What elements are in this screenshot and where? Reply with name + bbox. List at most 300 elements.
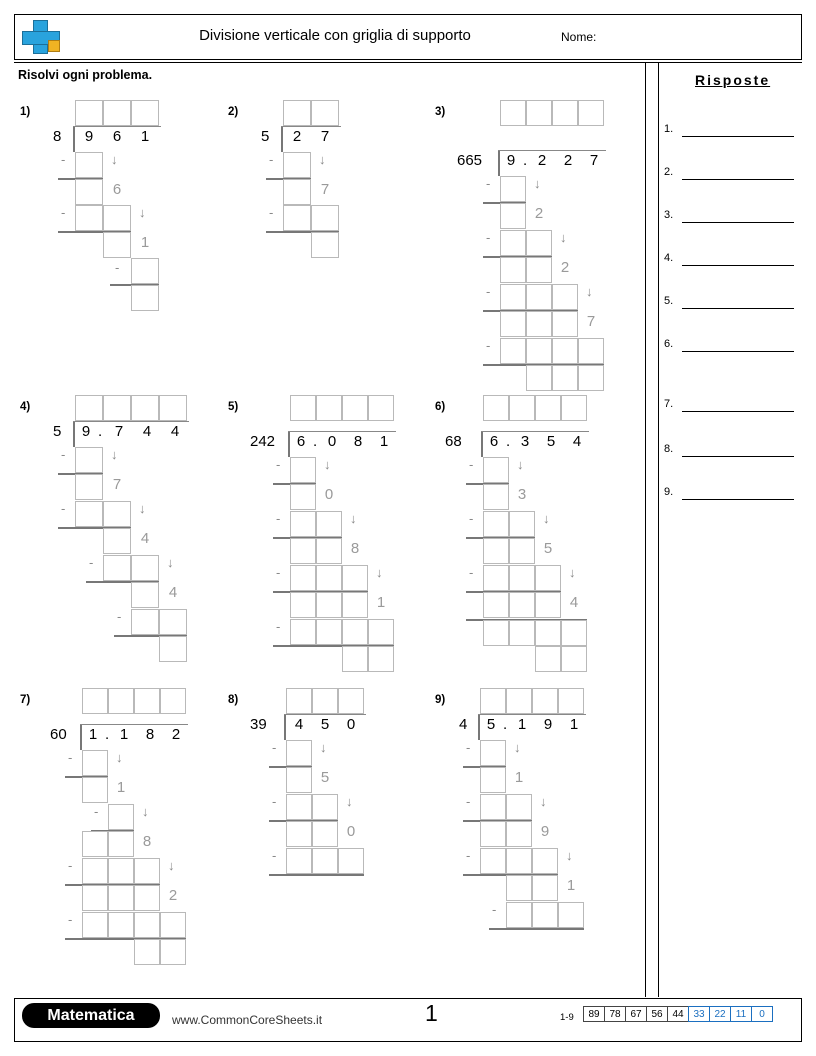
answer-column-divider-left xyxy=(645,62,646,997)
answer-row[interactable] xyxy=(664,292,794,312)
quotient-box[interactable] xyxy=(283,100,311,126)
hint-digit: 7 xyxy=(112,476,122,493)
bring-down-arrow-icon: ↓ xyxy=(139,501,146,516)
minus-sign: - xyxy=(269,152,274,167)
minus-sign: - xyxy=(272,740,277,755)
remainder-box[interactable] xyxy=(552,365,578,391)
minus-sign: - xyxy=(466,848,471,863)
instruction-text: Risolvi ogni problema. xyxy=(18,68,153,82)
work-box[interactable] xyxy=(82,912,108,938)
quotient-box[interactable] xyxy=(311,100,339,126)
work-box[interactable] xyxy=(160,912,186,938)
work-box[interactable] xyxy=(483,511,509,537)
work-box[interactable] xyxy=(483,538,509,564)
bring-down-arrow-icon: ↓ xyxy=(586,284,593,299)
work-box[interactable] xyxy=(103,232,131,258)
bring-down-arrow-icon: ↓ xyxy=(116,750,123,765)
answer-number: 6. xyxy=(664,338,674,350)
bring-down-arrow-icon: ↓ xyxy=(376,565,383,580)
remainder-box[interactable] xyxy=(526,365,552,391)
quotient-box[interactable] xyxy=(108,688,134,714)
remainder-box[interactable] xyxy=(578,365,604,391)
work-box[interactable] xyxy=(290,565,316,591)
work-box[interactable] xyxy=(526,311,552,337)
dividend-digit: 2 xyxy=(292,128,302,145)
work-box[interactable] xyxy=(75,474,103,500)
work-box[interactable] xyxy=(535,620,561,646)
answer-row[interactable] xyxy=(664,120,794,140)
work-box[interactable] xyxy=(500,230,526,256)
work-box[interactable] xyxy=(483,484,509,510)
work-box[interactable] xyxy=(134,858,160,884)
problem-number: 8) xyxy=(228,694,239,706)
minus-sign: - xyxy=(272,794,277,809)
work-box[interactable] xyxy=(286,848,312,874)
work-box[interactable] xyxy=(480,767,506,793)
minus-sign: - xyxy=(61,152,66,167)
score-cell: 33 xyxy=(688,1006,710,1022)
work-box[interactable] xyxy=(108,912,134,938)
divisor: 665 xyxy=(457,152,483,169)
dividend-digit: 1 xyxy=(569,716,579,733)
answer-blank[interactable] xyxy=(682,456,794,457)
problem-8 xyxy=(228,688,428,918)
remainder-box[interactable] xyxy=(342,646,368,672)
bring-down-arrow-icon: ↓ xyxy=(346,794,353,809)
quotient-box[interactable] xyxy=(526,100,552,126)
minus-sign: - xyxy=(89,555,94,570)
work-box[interactable] xyxy=(506,875,532,901)
decimal-point: . xyxy=(313,433,318,450)
work-box[interactable] xyxy=(552,311,578,337)
work-box[interactable] xyxy=(159,609,187,635)
problem-number: 3) xyxy=(435,106,446,118)
quotient-box[interactable] xyxy=(578,100,604,126)
answer-row[interactable] xyxy=(664,395,794,415)
logo xyxy=(15,15,67,59)
bring-down-arrow-icon: ↓ xyxy=(111,447,118,462)
problem-number: 9) xyxy=(435,694,446,706)
work-box[interactable] xyxy=(103,501,131,527)
work-box[interactable] xyxy=(286,740,312,766)
remainder-box[interactable] xyxy=(311,232,339,258)
work-box[interactable] xyxy=(75,501,103,527)
remainder-box[interactable] xyxy=(159,636,187,662)
dividend-digit: 4 xyxy=(294,716,304,733)
bring-down-arrow-icon: ↓ xyxy=(319,152,326,167)
answer-blank[interactable] xyxy=(682,351,794,352)
dividend-digit: 5 xyxy=(546,433,556,450)
quotient-box[interactable] xyxy=(535,395,561,421)
work-box[interactable] xyxy=(82,831,108,857)
score-cell: 44 xyxy=(667,1006,689,1022)
work-box[interactable] xyxy=(316,565,342,591)
quotient-box[interactable] xyxy=(286,688,312,714)
work-box[interactable] xyxy=(500,257,526,283)
bring-down-arrow-icon: ↓ xyxy=(534,176,541,191)
work-box[interactable] xyxy=(509,538,535,564)
work-box[interactable] xyxy=(532,902,558,928)
quotient-box[interactable] xyxy=(561,395,587,421)
hint-digit: 8 xyxy=(142,833,152,850)
work-box[interactable] xyxy=(283,152,311,178)
work-box[interactable] xyxy=(368,619,394,645)
work-box[interactable] xyxy=(75,152,103,178)
work-box[interactable] xyxy=(483,457,509,483)
quotient-box[interactable] xyxy=(103,395,131,421)
work-box[interactable] xyxy=(342,619,368,645)
minus-sign: - xyxy=(117,609,122,624)
minus-sign: - xyxy=(61,501,66,516)
quotient-box[interactable] xyxy=(483,395,509,421)
work-box[interactable] xyxy=(552,284,578,310)
score-range-label: 1-9 xyxy=(560,1012,574,1023)
dividend-digit: 7 xyxy=(320,128,330,145)
dividend-digit: 9 xyxy=(81,423,91,440)
minus-sign: - xyxy=(94,804,99,819)
work-box[interactable] xyxy=(316,511,342,537)
answer-number: 7. xyxy=(664,398,674,410)
bring-down-arrow-icon: ↓ xyxy=(560,230,567,245)
hint-digit: 5 xyxy=(543,540,553,557)
subject-badge: Matematica xyxy=(22,1003,160,1028)
dividend-digit: 4 xyxy=(170,423,180,440)
work-box[interactable] xyxy=(312,848,338,874)
bring-down-arrow-icon: ↓ xyxy=(111,152,118,167)
work-box[interactable] xyxy=(338,848,364,874)
decimal-point: . xyxy=(523,152,528,169)
bring-down-arrow-icon: ↓ xyxy=(168,858,175,873)
name-field-label: Nome: xyxy=(561,30,597,44)
work-box[interactable] xyxy=(131,555,159,581)
work-box[interactable] xyxy=(134,912,160,938)
work-box[interactable] xyxy=(535,592,561,618)
divisor: 5 xyxy=(53,423,62,440)
dividend-digit: 6 xyxy=(489,433,499,450)
work-box[interactable] xyxy=(108,885,134,911)
quotient-box[interactable] xyxy=(134,688,160,714)
work-box[interactable] xyxy=(342,565,368,591)
hint-digit: 3 xyxy=(517,486,527,503)
divisor: 60 xyxy=(50,726,67,743)
quotient-box[interactable] xyxy=(103,100,131,126)
dividend-digit: 6 xyxy=(296,433,306,450)
score-cell: 11 xyxy=(730,1006,752,1022)
division-bar xyxy=(73,126,161,127)
answer-blank[interactable] xyxy=(682,411,794,412)
hint-digit: 1 xyxy=(566,877,576,894)
minus-sign: - xyxy=(68,858,73,873)
problem-number: 4) xyxy=(20,401,31,413)
dividend-digit: 3 xyxy=(520,433,530,450)
quotient-box[interactable] xyxy=(338,688,364,714)
work-box[interactable] xyxy=(342,592,368,618)
work-box[interactable] xyxy=(316,592,342,618)
work-box[interactable] xyxy=(108,858,134,884)
work-box[interactable] xyxy=(480,821,506,847)
dividend-digit: 0 xyxy=(327,433,337,450)
dividend-digit: 8 xyxy=(145,726,155,743)
problem-9 xyxy=(435,688,635,968)
work-box[interactable] xyxy=(526,230,552,256)
answer-blank[interactable] xyxy=(682,499,794,500)
work-box[interactable] xyxy=(509,511,535,537)
division-bar xyxy=(73,421,189,422)
work-box[interactable] xyxy=(290,511,316,537)
problem-number: 5) xyxy=(228,401,239,413)
dividend-digit: 7 xyxy=(114,423,124,440)
work-box[interactable] xyxy=(483,592,509,618)
work-box[interactable] xyxy=(552,338,578,364)
answer-blank[interactable] xyxy=(682,136,794,137)
dividend-digit: 4 xyxy=(572,433,582,450)
quotient-box[interactable] xyxy=(131,100,159,126)
dividend-digit: 5 xyxy=(320,716,330,733)
answers-heading: Risposte xyxy=(695,72,771,88)
work-box[interactable] xyxy=(108,804,134,830)
division-bar xyxy=(284,714,366,715)
dividend-digit: 1 xyxy=(517,716,527,733)
dividend-digit: 8 xyxy=(353,433,363,450)
minus-sign: - xyxy=(469,511,474,526)
quotient-box[interactable] xyxy=(552,100,578,126)
work-box[interactable] xyxy=(480,740,506,766)
answer-blank[interactable] xyxy=(682,308,794,309)
site-url: www.CommonCoreSheets.it xyxy=(172,1013,323,1027)
work-box[interactable] xyxy=(103,528,131,554)
work-box[interactable] xyxy=(82,885,108,911)
work-box[interactable] xyxy=(500,203,526,229)
division-bar xyxy=(478,714,586,715)
hint-digit: 1 xyxy=(116,779,126,796)
bring-down-arrow-icon: ↓ xyxy=(350,511,357,526)
minus-sign: - xyxy=(68,750,73,765)
remainder-box[interactable] xyxy=(160,939,186,965)
answer-row[interactable] xyxy=(664,440,794,460)
hint-digit: 4 xyxy=(569,594,579,611)
score-scale xyxy=(584,1006,773,1022)
remainder-box[interactable] xyxy=(131,285,159,311)
hint-digit: 4 xyxy=(168,584,178,601)
quotient-box[interactable] xyxy=(75,395,103,421)
dividend-digit: 2 xyxy=(563,152,573,169)
remainder-box[interactable] xyxy=(535,646,561,672)
quotient-box[interactable] xyxy=(500,100,526,126)
work-box[interactable] xyxy=(480,848,506,874)
problem-4 xyxy=(20,395,220,675)
work-box[interactable] xyxy=(134,885,160,911)
work-box[interactable] xyxy=(558,902,584,928)
dividend-digit: 2 xyxy=(537,152,547,169)
decimal-point: . xyxy=(503,716,508,733)
hint-digit: 6 xyxy=(112,181,122,198)
quotient-box[interactable] xyxy=(342,395,368,421)
minus-sign: - xyxy=(486,338,491,353)
work-box[interactable] xyxy=(483,565,509,591)
quotient-box[interactable] xyxy=(316,395,342,421)
work-box[interactable] xyxy=(290,484,316,510)
quotient-box[interactable] xyxy=(506,688,532,714)
work-box[interactable] xyxy=(535,565,561,591)
work-box[interactable] xyxy=(506,848,532,874)
work-box[interactable] xyxy=(108,831,134,857)
minus-sign: - xyxy=(466,794,471,809)
work-box[interactable] xyxy=(131,609,159,635)
problem-number: 1) xyxy=(20,106,31,118)
answer-blank[interactable] xyxy=(682,265,794,266)
work-box[interactable] xyxy=(526,257,552,283)
hint-digit: 8 xyxy=(350,540,360,557)
bring-down-arrow-icon: ↓ xyxy=(569,565,576,580)
minus-sign: - xyxy=(466,740,471,755)
bring-down-arrow-icon: ↓ xyxy=(167,555,174,570)
work-box[interactable] xyxy=(509,565,535,591)
minus-sign: - xyxy=(276,511,281,526)
hint-digit: 1 xyxy=(514,769,524,786)
work-box[interactable] xyxy=(506,794,532,820)
work-box[interactable] xyxy=(283,205,311,231)
problem-3 xyxy=(435,100,635,400)
quotient-box[interactable] xyxy=(312,688,338,714)
minus-sign: - xyxy=(276,565,281,580)
work-box[interactable] xyxy=(82,777,108,803)
work-box[interactable] xyxy=(316,538,342,564)
work-box[interactable] xyxy=(509,592,535,618)
work-box[interactable] xyxy=(286,821,312,847)
work-box[interactable] xyxy=(283,179,311,205)
answer-row[interactable] xyxy=(664,335,794,355)
work-box[interactable] xyxy=(506,821,532,847)
minus-sign: - xyxy=(68,912,73,927)
answer-blank[interactable] xyxy=(682,222,794,223)
answer-number: 4. xyxy=(664,252,674,264)
quotient-box[interactable] xyxy=(160,688,186,714)
work-box[interactable] xyxy=(82,750,108,776)
work-box[interactable] xyxy=(75,179,103,205)
dividend-digit: 5 xyxy=(486,716,496,733)
answer-number: 2. xyxy=(664,166,674,178)
work-box[interactable] xyxy=(290,457,316,483)
score-cell: 89 xyxy=(583,1006,605,1022)
work-box[interactable] xyxy=(75,205,103,231)
dividend-digit: 4 xyxy=(142,423,152,440)
work-box[interactable] xyxy=(500,338,526,364)
work-box[interactable] xyxy=(103,205,131,231)
work-box[interactable] xyxy=(312,794,338,820)
answer-row[interactable] xyxy=(664,249,794,269)
quotient-box[interactable] xyxy=(75,100,103,126)
work-box[interactable] xyxy=(532,848,558,874)
hint-digit: 1 xyxy=(376,594,386,611)
divisor: 68 xyxy=(445,433,462,450)
work-box[interactable] xyxy=(509,620,535,646)
work-box[interactable] xyxy=(131,258,159,284)
minus-sign: - xyxy=(115,260,120,275)
dividend-digit: 7 xyxy=(589,152,599,169)
answer-blank[interactable] xyxy=(682,179,794,180)
answer-number: 8. xyxy=(664,443,674,455)
subtraction-bar xyxy=(489,928,584,930)
score-cell: 78 xyxy=(604,1006,626,1022)
quotient-box[interactable] xyxy=(82,688,108,714)
hint-digit: 0 xyxy=(324,486,334,503)
dividend-digit: 1 xyxy=(88,726,98,743)
work-box[interactable] xyxy=(561,620,587,646)
remainder-box[interactable] xyxy=(368,646,394,672)
quotient-box[interactable] xyxy=(558,688,584,714)
work-box[interactable] xyxy=(103,555,131,581)
work-box[interactable] xyxy=(316,619,342,645)
answer-number: 1. xyxy=(664,123,674,135)
work-box[interactable] xyxy=(311,205,339,231)
work-box[interactable] xyxy=(526,284,552,310)
work-box[interactable] xyxy=(290,592,316,618)
score-cell: 22 xyxy=(709,1006,731,1022)
work-box[interactable] xyxy=(286,794,312,820)
bring-down-arrow-icon: ↓ xyxy=(324,457,331,472)
problem-number: 7) xyxy=(20,694,31,706)
work-box[interactable] xyxy=(506,902,532,928)
quotient-box[interactable] xyxy=(368,395,394,421)
division-bar xyxy=(281,126,341,127)
hint-digit: 2 xyxy=(560,259,570,276)
work-box[interactable] xyxy=(290,538,316,564)
remainder-box[interactable] xyxy=(561,646,587,672)
minus-sign: - xyxy=(469,565,474,580)
work-box[interactable] xyxy=(290,619,316,645)
dividend-digit: 2 xyxy=(171,726,181,743)
work-box[interactable] xyxy=(312,821,338,847)
dividend-digit: 6 xyxy=(112,128,122,145)
work-box[interactable] xyxy=(483,620,509,646)
score-cell: 56 xyxy=(646,1006,668,1022)
quotient-box[interactable] xyxy=(480,688,506,714)
work-box[interactable] xyxy=(75,447,103,473)
hint-digit: 7 xyxy=(586,313,596,330)
work-box[interactable] xyxy=(578,338,604,364)
minus-sign: - xyxy=(486,284,491,299)
quotient-box[interactable] xyxy=(509,395,535,421)
decimal-point: . xyxy=(98,423,103,440)
work-box[interactable] xyxy=(82,858,108,884)
dividend-digit: 1 xyxy=(119,726,129,743)
answer-row[interactable] xyxy=(664,163,794,183)
work-box[interactable] xyxy=(526,338,552,364)
quotient-box[interactable] xyxy=(131,395,159,421)
work-box[interactable] xyxy=(480,794,506,820)
score-cell: 67 xyxy=(625,1006,647,1022)
bring-down-arrow-icon: ↓ xyxy=(142,804,149,819)
answer-row[interactable] xyxy=(664,483,794,503)
quotient-box[interactable] xyxy=(290,395,316,421)
minus-sign: - xyxy=(272,848,277,863)
division-bar xyxy=(288,431,396,432)
divisor: 8 xyxy=(53,128,62,145)
work-box[interactable] xyxy=(500,284,526,310)
minus-sign: - xyxy=(469,457,474,472)
work-box[interactable] xyxy=(532,875,558,901)
answer-row[interactable] xyxy=(664,206,794,226)
work-box[interactable] xyxy=(131,582,159,608)
header-divider xyxy=(14,62,802,63)
work-box[interactable] xyxy=(500,176,526,202)
quotient-box[interactable] xyxy=(159,395,187,421)
remainder-box[interactable] xyxy=(134,939,160,965)
hint-digit: 9 xyxy=(540,823,550,840)
quotient-box[interactable] xyxy=(532,688,558,714)
work-box[interactable] xyxy=(286,767,312,793)
work-box[interactable] xyxy=(500,311,526,337)
